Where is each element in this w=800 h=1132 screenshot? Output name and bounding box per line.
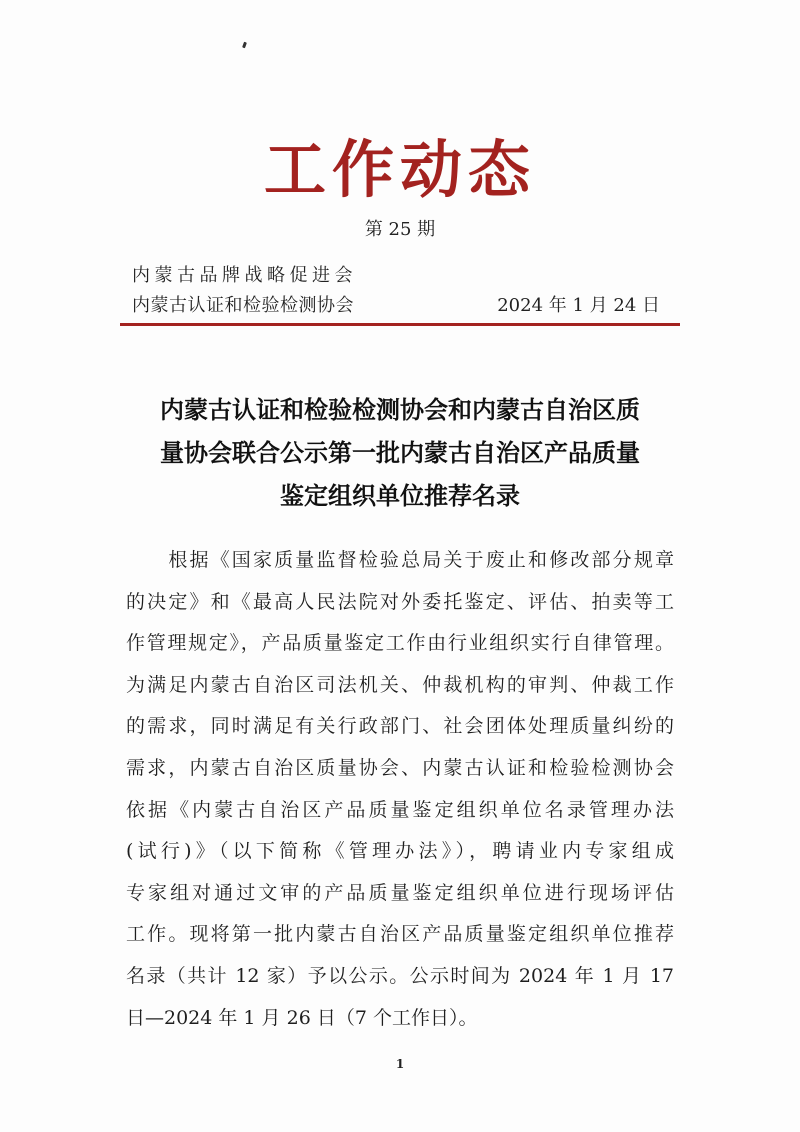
body-line: 需求，内蒙古自治区质量协会、内蒙古认证和检验检测协会: [126, 756, 674, 779]
body-line: (试行)》（以下简称《管理办法》），聘请业内专家组成: [126, 840, 674, 863]
body-line: 为满足内蒙古自治区司法机关、仲裁机构的审判、仲裁工作: [126, 673, 674, 696]
issue-number: 第 25 期: [364, 219, 436, 240]
scan-speck: [242, 42, 247, 49]
title-line: 内蒙古认证和检验检测协会和内蒙古自治区质: [160, 396, 640, 424]
masthead-title: 工作动态: [263, 133, 536, 206]
body-line: 日—2024 年 1 月 26 日（7 个工作日）。: [126, 1006, 478, 1029]
article-title: [110, 389, 690, 518]
article-body: [126, 540, 674, 1039]
title-line: 鉴定组织单位推荐名录: [280, 482, 520, 510]
body-line: 依据《内蒙古自治区产品质量鉴定组织单位名录管理办法: [126, 798, 674, 821]
body-line: 作管理规定》，产品质量鉴定工作由行业组织实行自律管理。: [126, 632, 674, 655]
body-line: 名录（共计 12 家）予以公示。公示时间为 2024 年 1 月 17: [126, 964, 674, 987]
page-number: 1: [395, 1057, 405, 1071]
issue-date: 2024 年 1 月 24 日: [497, 295, 660, 316]
body-line: 专家组对通过文审的产品质量鉴定组织单位进行现场评估: [126, 881, 674, 904]
body-line: 的需求，同时满足有关行政部门、社会团体处理质量纠纷的: [126, 715, 674, 738]
body-line: 根据《国家质量监督检验总局关于废止和修改部分规章: [126, 549, 674, 571]
body-line: 工作。现将第一批内蒙古自治区产品质量鉴定组织单位推荐: [126, 923, 674, 946]
title-line: 量协会联合公示第一批内蒙古自治区产品质量: [160, 439, 640, 467]
publisher-1: 内蒙古品牌战略促进会: [132, 265, 357, 286]
publisher-2: 内蒙古认证和检验检测协会: [132, 295, 354, 316]
body-line: 的决定》和《最高人民法院对外委托鉴定、评估、拍卖等工: [126, 590, 674, 613]
header-divider: [120, 323, 680, 326]
